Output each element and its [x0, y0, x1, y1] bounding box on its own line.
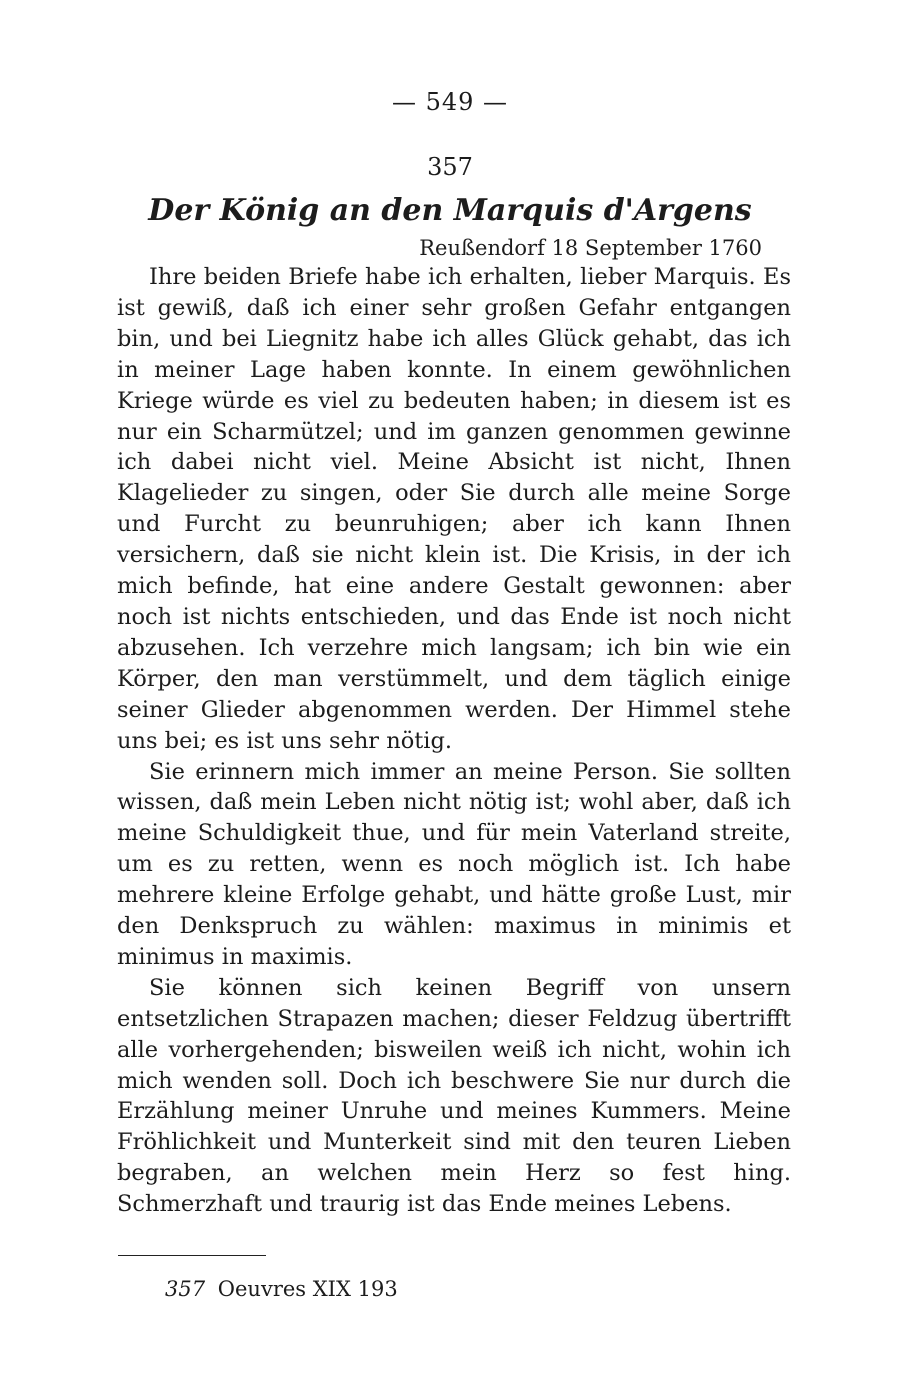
letter-title: Der König an den Marquis d'Argens — [148, 193, 752, 228]
footnote-text: Oeuvres XIX 193 — [217, 1277, 398, 1301]
letter-number: 357 — [427, 153, 473, 181]
footnote-divider — [118, 1255, 266, 1256]
paragraph-2: Sie erinnern mich immer an meine Person. Sie sollten wissen, daß mein Leben nicht nötig ist; wohl aber, daß ich meine Schuldigkeit thue, und für mein Vaterland streite, um es zu retten, wenn es noch möglich ist. Ich habe mehrere kleine Erfolge gehabt, und hätte große Lust, mir den Denkspruch zu wählen: maximus in minimis et minimus in maximis. — [117, 758, 791, 970]
paragraph-3: Sie können sich keinen Begriff von unsern entsetzlichen Strapazen machen; dieser Feldzug übertrifft alle vorhergehenden; bisweilen weiß ich nicht, wohin ich mich wenden soll. Doch ich beschwere Sie nur durch die Erzählung meiner Unruhe und meines Kummers. Meine Fröhlichkeit und Munterkeit sind mit den teuren Lieben begraben, an welchen mein Herz so fest hing. Schmerzhaft und traurig ist das Ende meines Lebens. — [117, 974, 791, 1218]
paragraph-1: Ihre beiden Briefe habe ich erhalten, lieber Marquis. Es ist gewiß, daß ich einer sehr großen Gefahr entgangen bin, und bei Liegnitz habe ich alles Glück gehabt, das ich in meiner Lage haben konnte. In einem gewöhnlichen Kriege würde es viel zu bedeuten haben; in diesem ist es nur ein Scharmützel; und im ganzen genommen gewinne ich dabei nicht viel. Meine Absicht ist nicht, Ihnen Klagelieder zu singen, oder Sie durch alle meine Sorge und Furcht zu beunruhigen; aber ich kann Ihnen versichern, daß sie nicht klein ist. Die Krisis, in der ich mich befinde, hat eine andere Gestalt gewonnen: aber noch ist nichts entschieden, und das Ende ist noch nicht abzusehen. Ich verzehre mich langsam; ich bin wie ein Körper, den man verstümmelt, und dem täglich einige seiner Glieder abgenommen werden. Der Himmel stehe uns bei; es ist uns sehr nötig. — [117, 264, 791, 754]
footnote — [165, 1277, 398, 1301]
letter-body — [117, 262, 791, 1220]
page-number: — 549 — — [391, 88, 509, 116]
letter-dateline: Reußendorf 18 September 1760 — [419, 236, 762, 260]
footnote-ref: 357 — [165, 1277, 206, 1301]
